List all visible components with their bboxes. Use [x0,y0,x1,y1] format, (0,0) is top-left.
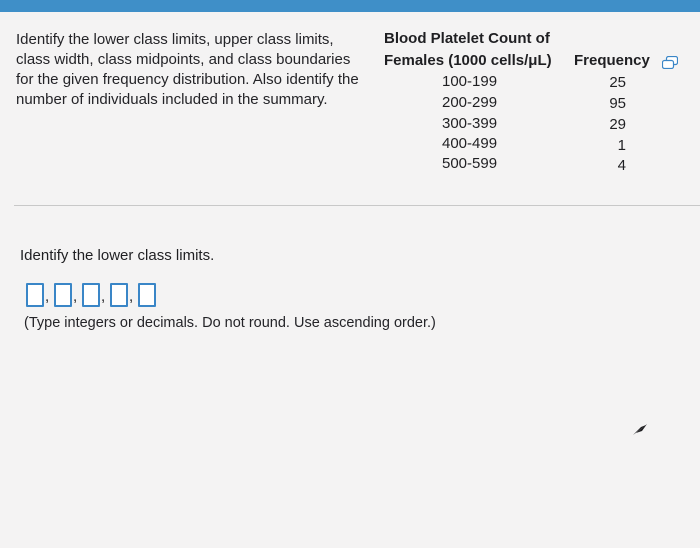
frequency-cell: 1 [617,137,626,154]
mouse-cursor-icon [632,423,648,437]
answer-input-3[interactable] [82,283,100,307]
class-cell: 300-399 [442,115,498,132]
frequency-cell: 4 [617,157,626,174]
answer-separator: , [101,288,106,305]
frequency-cell: 25 [609,74,626,91]
class-cell: 500-599 [442,155,498,172]
class-cell: 400-499 [442,135,498,152]
answer-input-1[interactable] [26,283,44,307]
frequency-header: Frequency [574,52,650,69]
problem-statement: Identify the lower class limits, upper class limits, class width, class midpoints, and class boundaries for the given frequency distribution. Also identify the number of individuals included in the summary. [16,31,359,108]
answer-separator: , [129,288,134,305]
answer-input-2[interactable] [54,283,72,307]
class-cell: 100-199 [442,73,498,90]
input-hint: (Type integers or decimals. Do not round. Use ascending order.) [24,315,436,331]
section-divider [14,205,700,206]
answer-separator: , [73,288,78,305]
question-text: Identify the lower class limits. [20,247,215,264]
class-cell: 200-299 [442,94,498,111]
table-title-line1: Blood Platelet Count of [384,30,550,47]
answer-separator: , [45,288,50,305]
top-bar [0,0,700,12]
frequency-cell: 95 [609,95,626,112]
copy-table-icon[interactable] [662,56,678,69]
answer-input-5[interactable] [138,283,156,307]
table-title-line2: Females (1000 cells/μL) [384,52,552,69]
answer-input-4[interactable] [110,283,128,307]
frequency-cell: 29 [609,116,626,133]
